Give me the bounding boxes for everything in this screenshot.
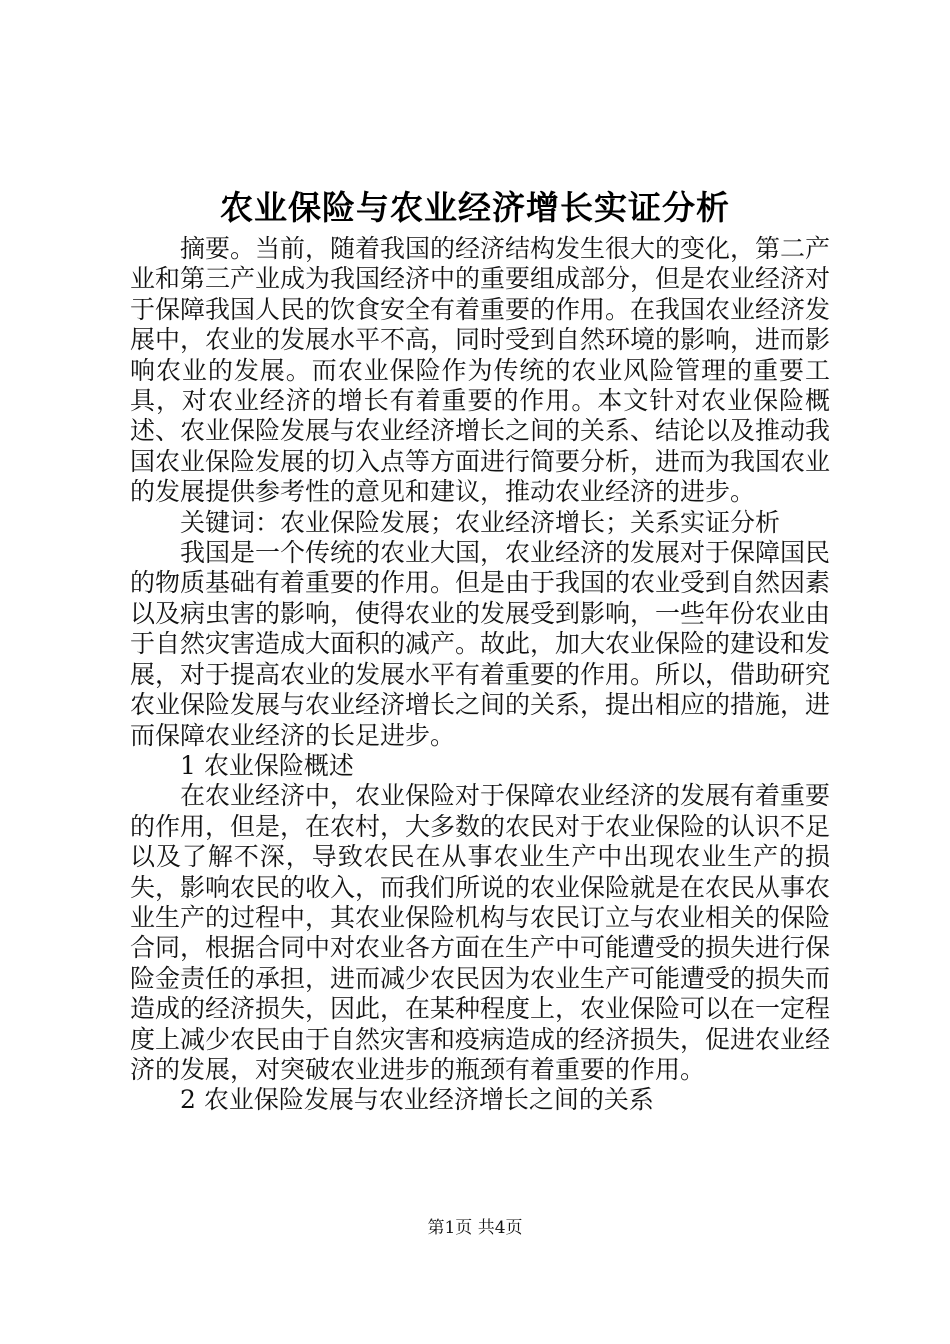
section-1-paragraph: 在农业经济中，农业保险对于保障农业经济的发展有着重要的作用，但是，在农村，大多数的农民对于农业保险的认识不足以及了解不深，导致农民在从事农业生产中出现农业生产的损失，影响农民的收入，而我们所说的农业保险就是在农民从事农业生产的过程中，其农业保险机构与农民订立与农业相关的保险合同，根据合同中对农业各方面在生产中可能遭受的损失进行保险金责任的承担，进而减少农民因为农业生产可能遭受的损失而造成的经济损失，因此，在某种程度上，农业保险可以在一定程度上减少农民由于自然灾害和疫病造成的经济损失，促进农业经济的发展，对突破农业进步的瓶颈有着重要的作用。 bbox=[130, 781, 831, 1084]
keywords-line: 关键词：农业保险发展；农业经济增长；关系实证分析 bbox=[180, 507, 781, 537]
abstract-paragraph: 摘要。当前，随着我国的经济结构发生很大的变化，第二产业和第三产业成为我国经济中的重要组成部分，但是农业经济对于保障我国人民的饮食安全有着重要的作用。在我国农业经济发展中，农业的发展水平不高，同时受到自然环境的影响，进而影响农业的发展。而农业保险作为传统的农业风险管理的重要工具，对农业经济的增长有着重要的作用。本文针对农业保险概述、农业保险发展与农业经济增长之间的关系、结论以及推动我国农业保险发展的切入点等方面进行简要分析，进而为我国农业的发展提供参考性的意见和建议，推动农业经济的进步。 bbox=[130, 234, 831, 507]
section-heading-1: 1 农业保险概述 bbox=[180, 750, 354, 780]
page-footer: 第1页 共4页 bbox=[427, 1218, 523, 1238]
document-title: 农业保险与农业经济增长实证分析 bbox=[220, 188, 730, 227]
section-heading-2: 2 农业保险发展与农业经济增长之间的关系 bbox=[180, 1085, 654, 1115]
document-body bbox=[130, 234, 830, 1116]
introduction-paragraph: 我国是一个传统的农业大国，农业经济的发展对于保障国民的物质基础有着重要的作用。但是由于我国的农业受到自然因素以及病虫害的影响，使得农业的发展受到影响，一些年份农业由于自然灾害造成大面积的减产。故此，加大农业保险的建设和发展，对于提高农业的发展水平有着重要的作用。所以，借助研究农业保险发展与农业经济增长之间的关系，提出相应的措施，进而保障农业经济的长足进步。 bbox=[130, 538, 831, 750]
